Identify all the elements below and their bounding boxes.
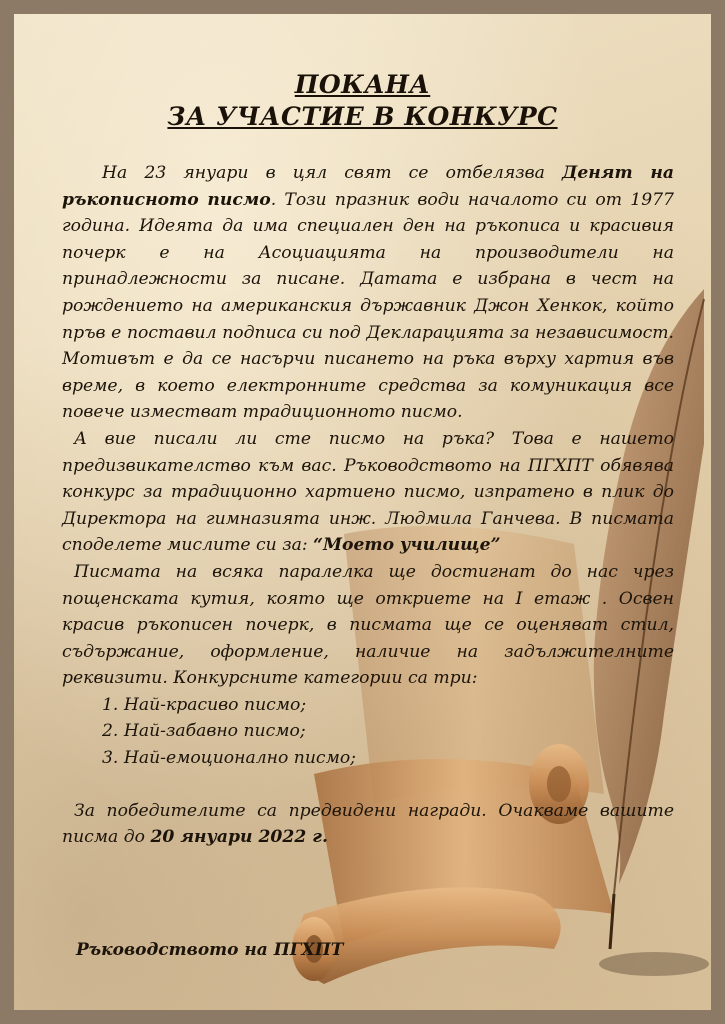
title-line-2: ЗА УЧАСТИЕ В КОНКУРС — [167, 102, 558, 131]
letter-body — [62, 160, 674, 851]
title-line-1: ПОКАНА — [294, 70, 431, 99]
paragraph-challenge: А вие писали ли сте писмо на ръка? Това е нашето предизвикателство към вас. Ръководството на ПГХПТ обявява конкурс за традиционно хартиено писмо, изпратено в плик до Директора на гимназията инж. Людмила Ганчева. В писмата споделете мислите си за: “Моето училище” — [62, 428, 674, 556]
deadline-date: 20 януари 2022 г. — [150, 827, 328, 848]
paragraph-intro: На 23 януари в цял свят се отбелязва Денят на ръкописното писмо. Този празник води началото си от 1977 година. Идеята да има специален ден на ръкописа и красивия почерк е на Асоциацията на производители на принадлежности за писане. Датата е избрана в чест на рождението на американския държавник Джон Хенкок, който пръв е поставил подписа си под Декларацията за независимост. Мотивът е да се насърчи писането на ръка върху хартия във време, в което електронните средства за комуникация все повече изместват традиционното писмо. — [62, 163, 674, 423]
list-item: 1. Най-красиво писмо; — [102, 694, 307, 715]
ink-splash — [599, 952, 709, 976]
handwritten-day-highlight: Денят на ръкописното писмо — [62, 163, 674, 210]
signature: Ръководството на ПГХПТ — [76, 940, 344, 960]
category-list — [62, 692, 674, 772]
paragraph-deadline: За победителите са предвидени награди. Очакваме вашите писма до 20 януари 2022 г. — [62, 800, 674, 848]
topic-highlight: “Моето училище” — [313, 535, 501, 556]
list-item: 2. Най-забавно писмо; — [102, 721, 306, 742]
paragraph-rules: Писмата на всяка паралелка ще достигнат до нас чрез пощенската кутия, която ще откриете на I етаж . Освен красив ръкописен почерк, в писмата ще се оценяват стил, съдържание, оформление, наличие на задължителните реквизити. Конкурсните категории са три: — [62, 561, 674, 689]
list-item: 3. Най-емоционално писмо; — [102, 748, 356, 769]
